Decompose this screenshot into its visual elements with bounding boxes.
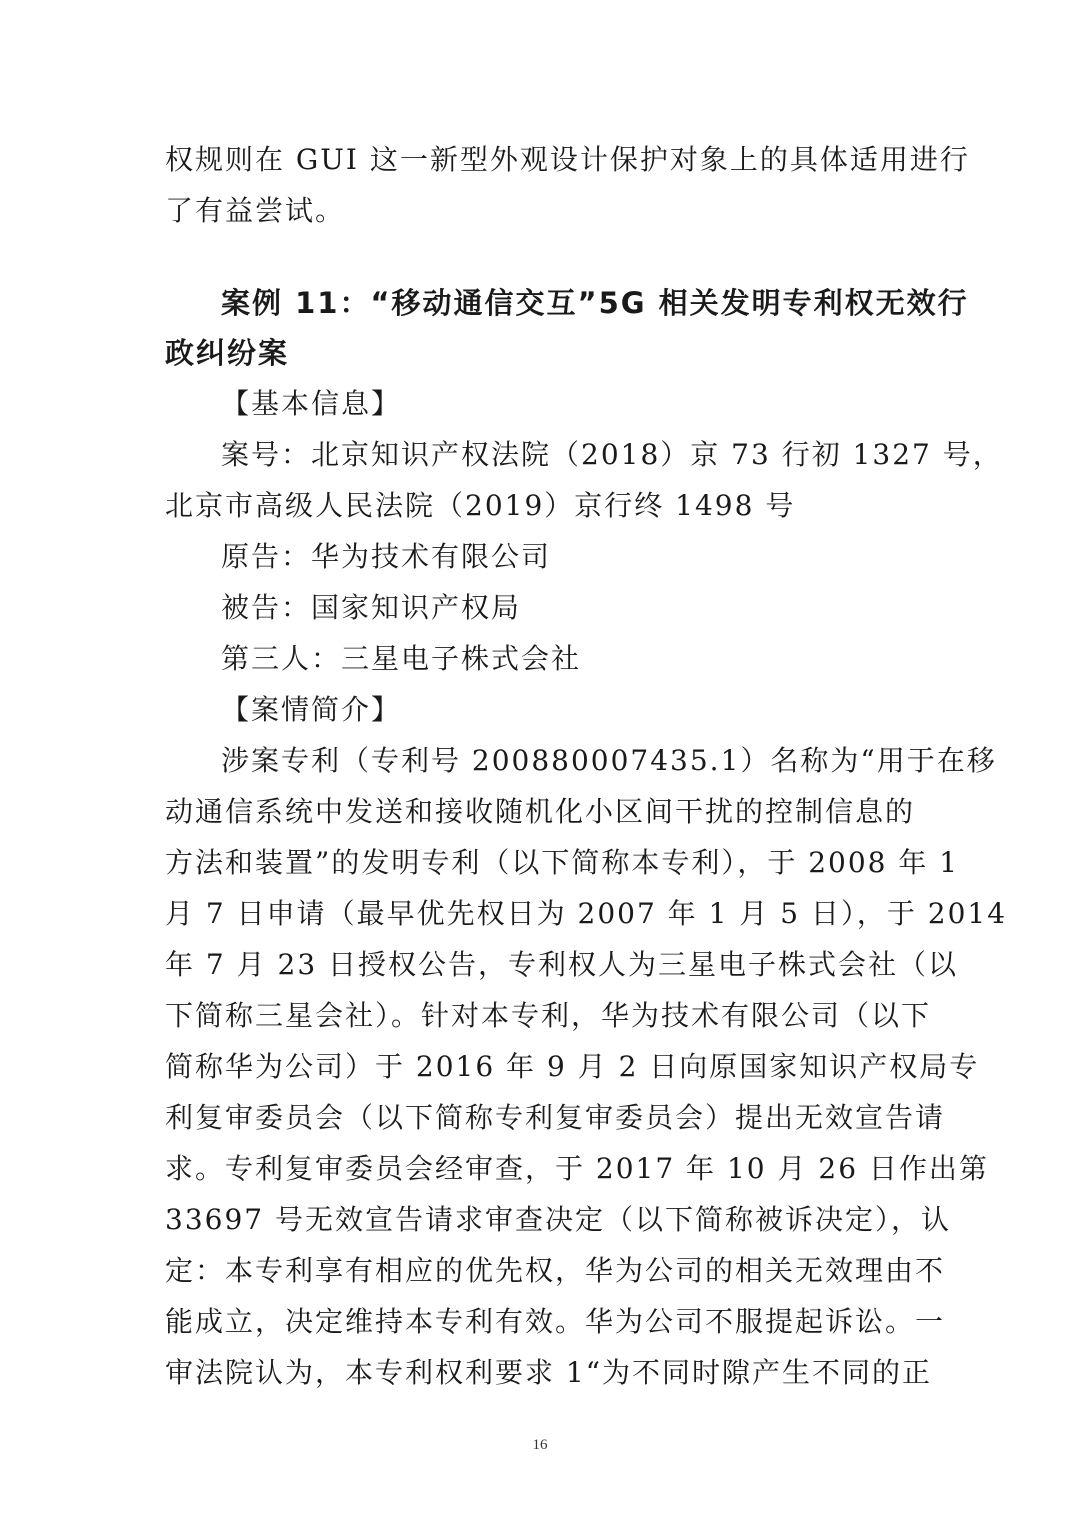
body-line: 定：本专利享有相应的优先权，华为公司的相关无效理由不 (165, 1254, 946, 1287)
body-line: 33697 号无效宣告请求审查决定（以下简称被诉决定），认 (165, 1203, 951, 1236)
body-line: 求。专利复审委员会经审查，于 2017 年 10 月 26 日作出第 (165, 1152, 989, 1185)
body-line: 动通信系统中发送和接收随机化小区间干扰的控制信息的 (165, 795, 916, 828)
body-line: 简称华为公司）于 2016 年 9 月 2 日向原国家知识产权局专 (165, 1050, 980, 1083)
body-line: 利复审委员会（以下简称专利复审委员会）提出无效宣告请 (165, 1101, 946, 1134)
body-line: 了有益尝试。 (165, 194, 346, 227)
section-heading-case-summary: 【案情简介】 (221, 693, 402, 726)
case-number-line: 北京市高级人民法院（2019）京行终 1498 号 (165, 489, 796, 522)
body-line: 方法和装置”的发明专利（以下简称本专利），于 2008 年 1 (165, 846, 960, 879)
body-line: 审法院认为，本专利权利要求 1“为不同时隙产生不同的正 (165, 1356, 933, 1389)
body-line: 下简称三星会社）。针对本专利，华为技术有限公司（以下 (165, 999, 932, 1032)
third-party-line: 第三人：三星电子株式会社 (221, 642, 582, 675)
case-title: 案例 11：“移动通信交互”5G 相关发明专利权无效行 (221, 286, 969, 320)
case-number-line: 案号：北京知识产权法院（2018）京 73 行初 1327 号， (221, 438, 1003, 471)
defendant-line: 被告：国家知识产权局 (221, 591, 522, 624)
body-line: 权规则在 GUI 这一新型外观设计保护对象上的具体适用进行 (165, 143, 970, 176)
body-line: 能成立，决定维持本专利有效。华为公司不服提起诉讼。一 (165, 1305, 946, 1338)
body-line: 月 7 日申请（最早优先权日为 2007 年 1 月 5 日），于 2014 (165, 897, 1008, 930)
plaintiff-line: 原告：华为技术有限公司 (221, 540, 552, 573)
section-heading-basic-info: 【基本信息】 (221, 387, 402, 420)
case-title-continued: 政纠纷案 (165, 336, 290, 370)
body-line: 年 7 月 23 日授权公告，专利权人为三星电子株式会社（以 (165, 948, 959, 981)
page-number: 16 (532, 1437, 548, 1453)
body-line: 涉案专利（专利号 200880007435.1）名称为“用于在移 (221, 744, 997, 777)
